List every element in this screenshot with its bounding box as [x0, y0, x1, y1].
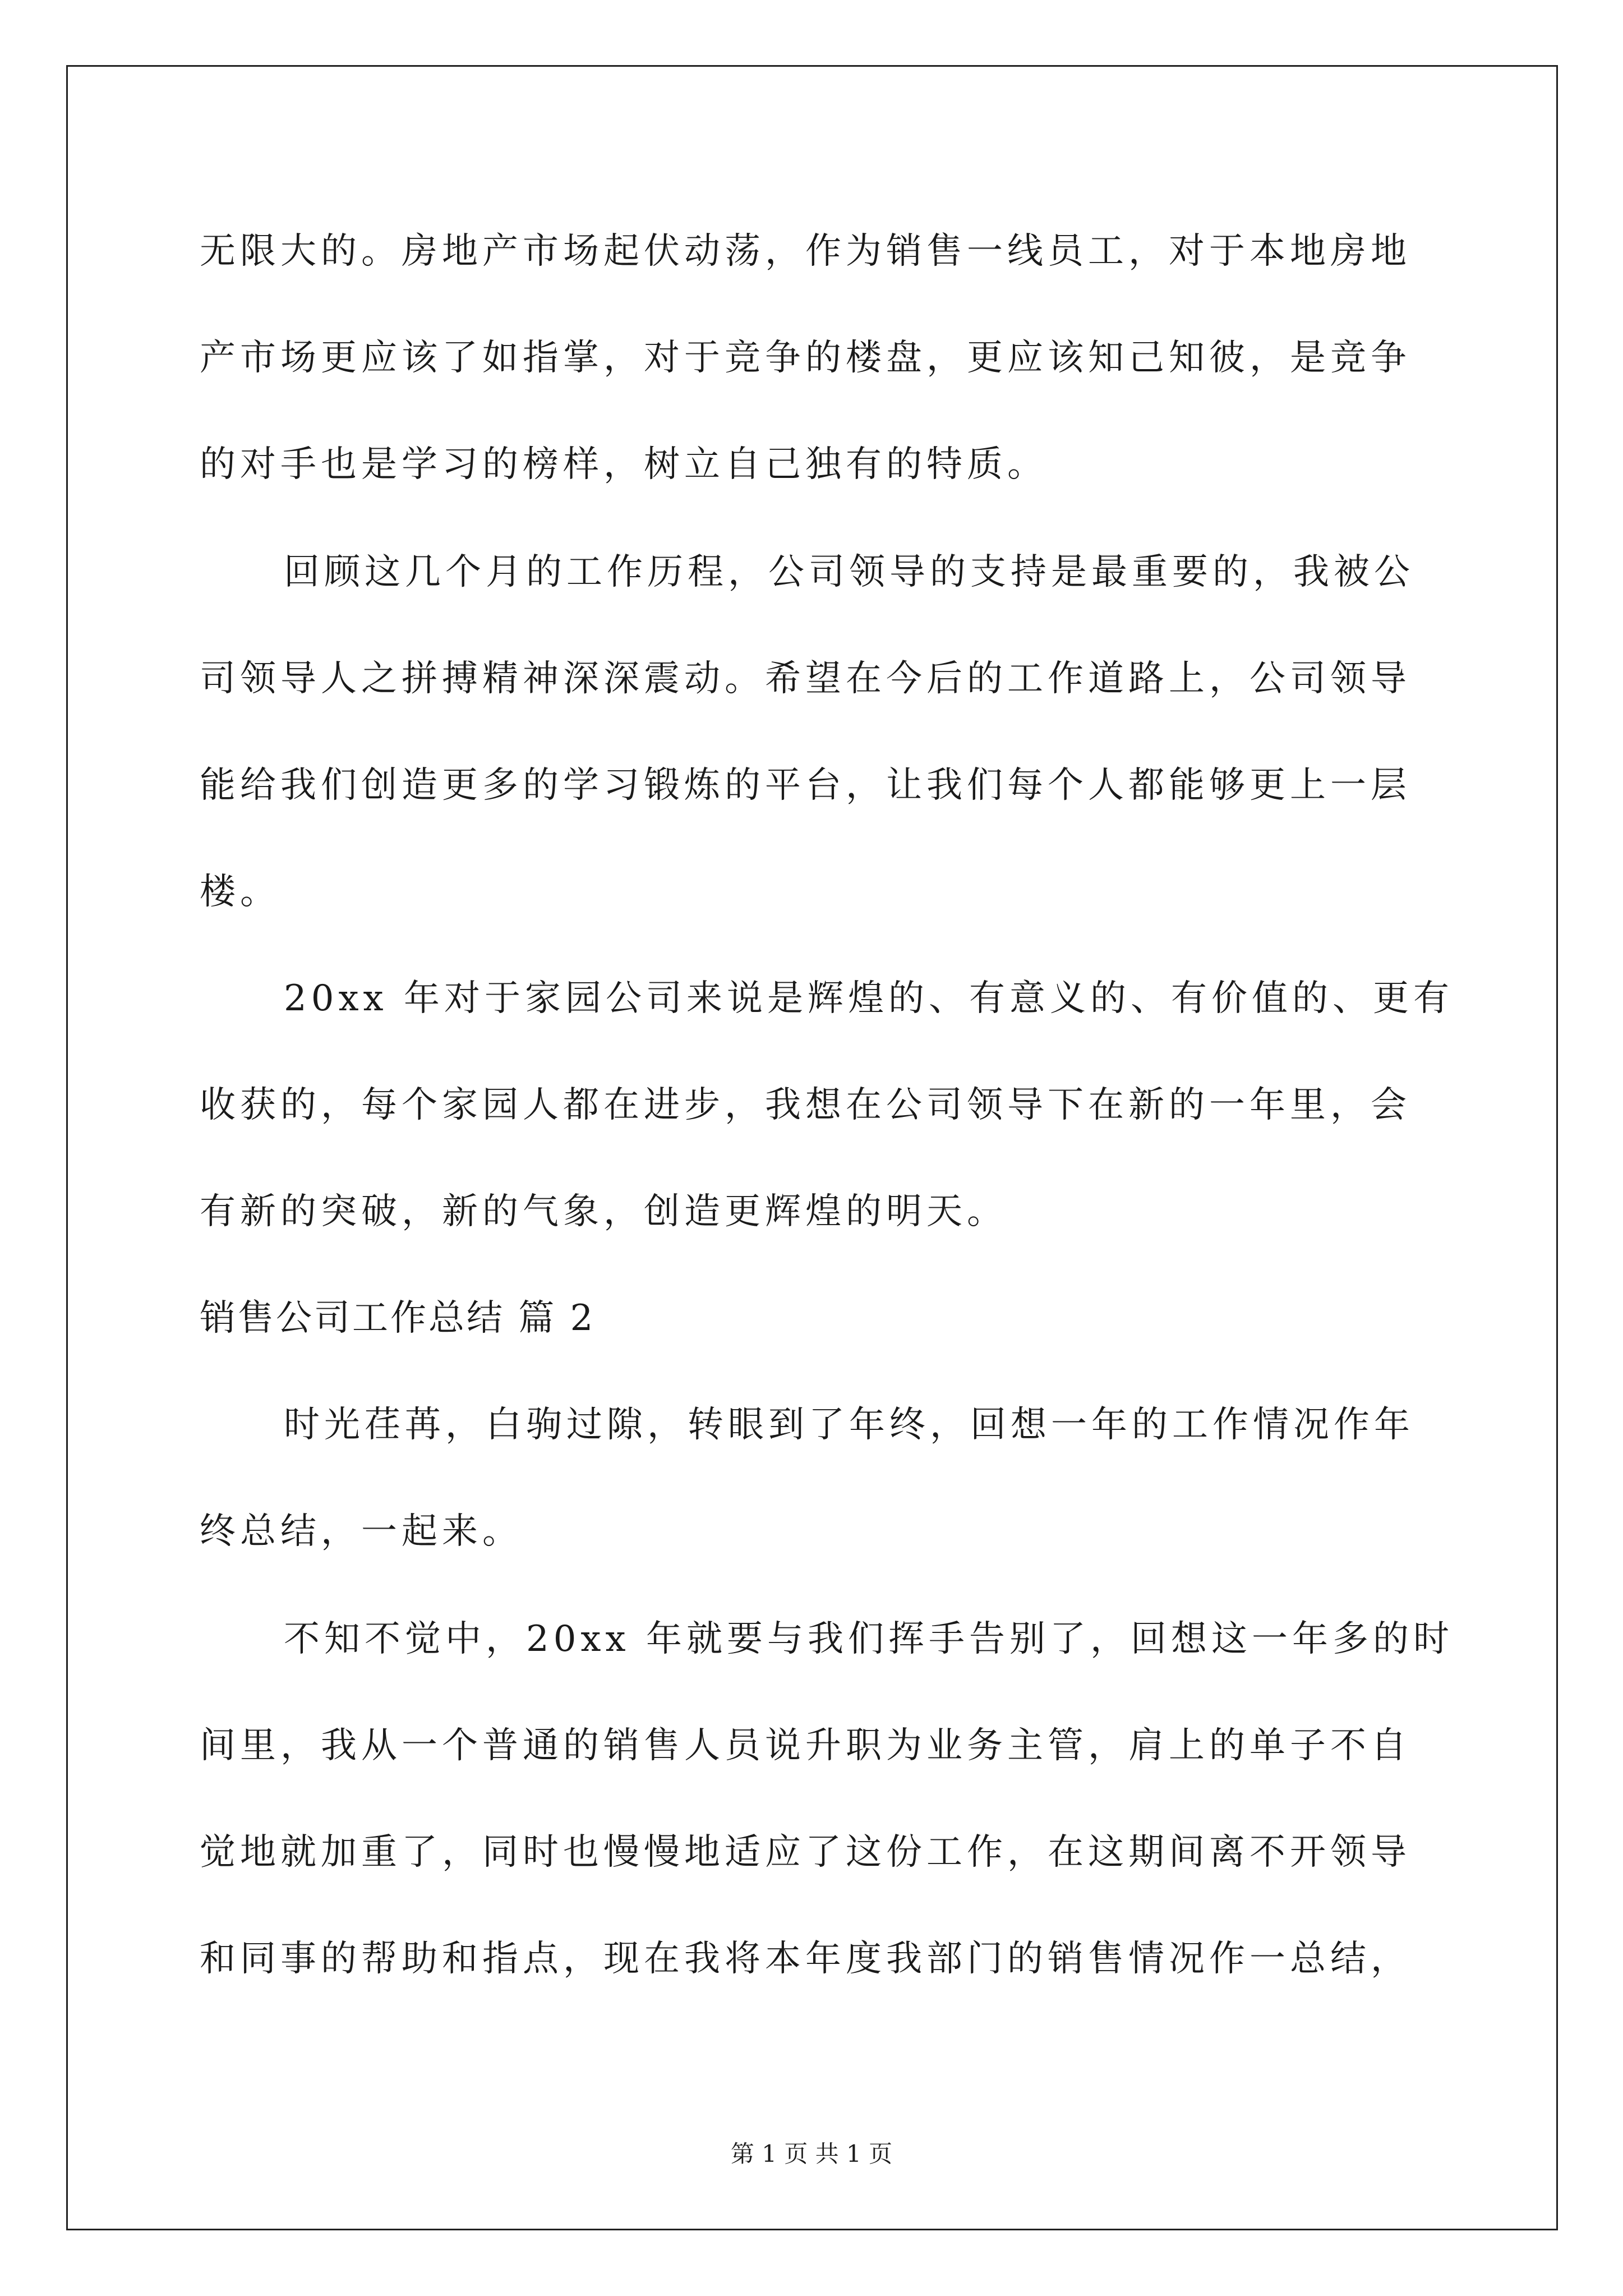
- paragraph-line: 无限大的。房地产市场起伏动荡，作为销售一线员工，对于本地房地: [200, 231, 1411, 272]
- page-number-footer: 第 1 页 共 1 页: [730, 2140, 893, 2168]
- paragraph-line: 能给我们创造更多的学习锻炼的平台，让我们每个人都能够更上一层: [200, 765, 1411, 806]
- section-heading: 销售公司工作总结 篇 2: [200, 1297, 596, 1339]
- paragraph-line: 觉地就加重了，同时也慢慢地适应了这份工作，在这期间离不开领导: [200, 1832, 1411, 1873]
- paragraph-line: 20xx 年对于家园公司来说是辉煌的、有意义的、有价值的、更有: [284, 978, 1454, 1019]
- paragraph-line: 收获的，每个家园人都在进步，我想在公司领导下在新的一年里，会: [200, 1084, 1411, 1126]
- paragraph-line: 楼。: [200, 871, 280, 913]
- paragraph-line: 和同事的帮助和指点，现在我将本年度我部门的销售情况作一总结，: [200, 1938, 1411, 1980]
- paragraph-line: 时光荏苒，白驹过隙，转眼到了年终，回想一年的工作情况作年: [284, 1404, 1414, 1446]
- page-border: [66, 65, 1558, 2230]
- paragraph-line: 终总结，一起来。: [200, 1511, 523, 1552]
- paragraph-line: 产市场更应该了如指掌，对于竞争的楼盘，更应该知己知彼，是竞争: [200, 337, 1411, 379]
- paragraph-line: 有新的突破，新的气象，创造更辉煌的明天。: [200, 1191, 1007, 1232]
- paragraph-line: 回顾这几个月的工作历程，公司领导的支持是最重要的，我被公: [284, 551, 1414, 593]
- paragraph-line: 间里，我从一个普通的销售人员说升职为业务主管，肩上的单子不自: [200, 1725, 1411, 1766]
- paragraph-line: 不知不觉中，20xx 年就要与我们挥手告别了，回想这一年多的时: [284, 1618, 1454, 1660]
- paragraph-line: 的对手也是学习的榜样，树立自己独有的特质。: [200, 444, 1048, 485]
- paragraph-line: 司领导人之拼搏精神深深震动。希望在今后的工作道路上，公司领导: [200, 658, 1411, 700]
